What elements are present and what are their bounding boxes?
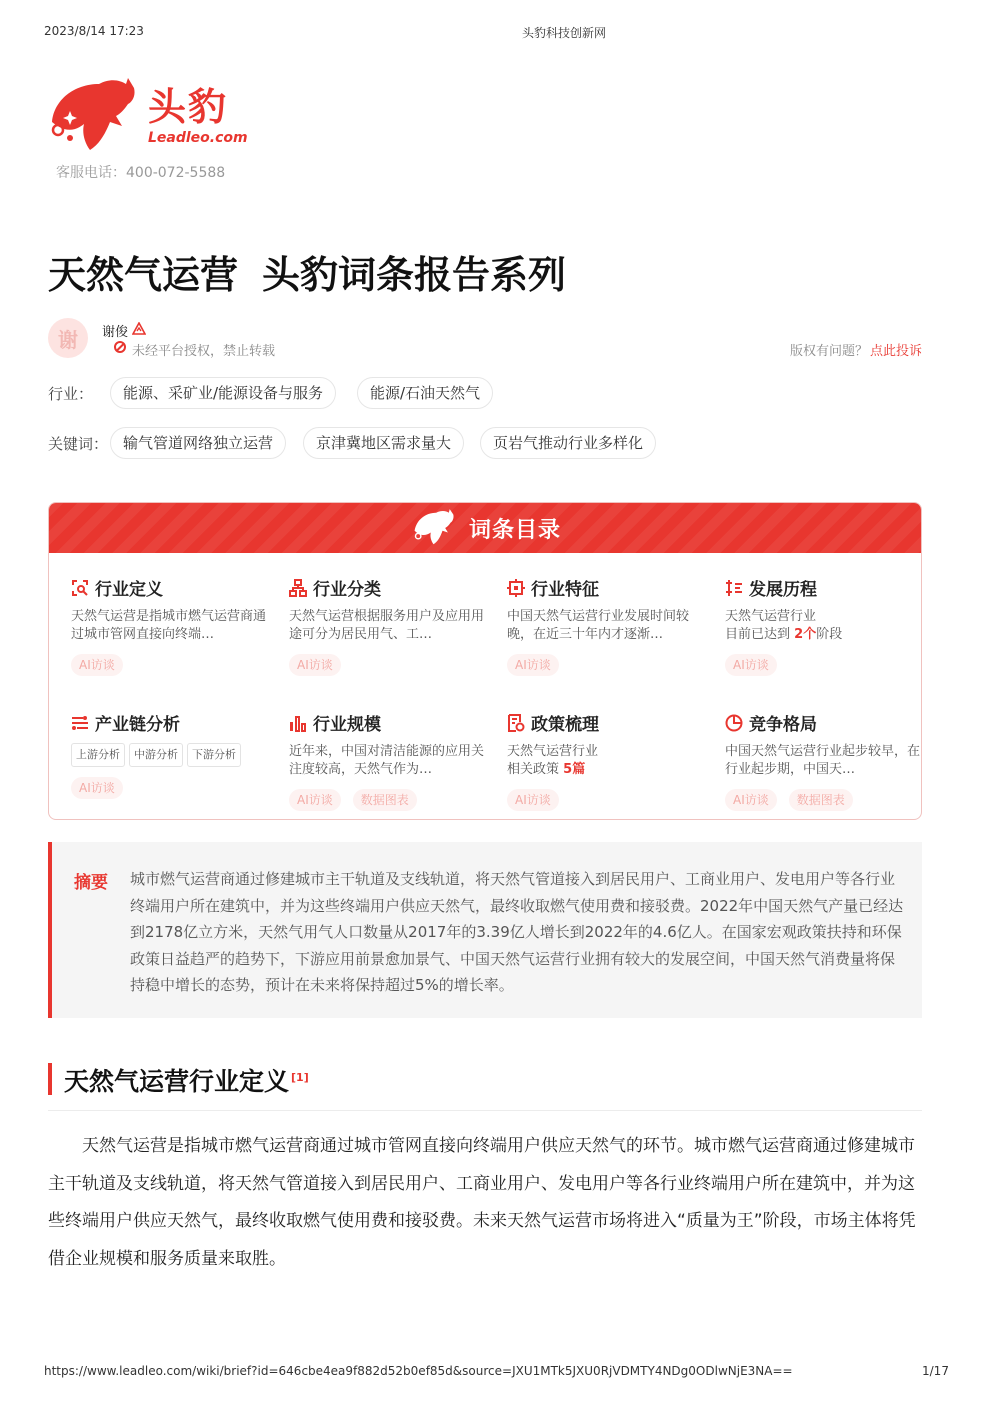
directory-item-desc: 天然气运营是指城市燃气运营商通过城市管网直接向终端…	[71, 609, 267, 642]
ai-interview-button[interactable]: AI访谈	[71, 777, 123, 799]
industry-label: 行业：	[48, 385, 94, 403]
downstream-analysis-tag[interactable]: 下游分析	[187, 743, 241, 767]
abstract-text: 城市燃气运营商通过修建城市主干轨道及支线轨道，将天然气管道接入到居民用户、工商业用户、发电用户等各行业终端用户所在建筑中，并为这些终端用户供应天然气，最终收取燃气使用费和接驳费。2022年中国天然气产量已经达到2178亿立方米，天然气用气人口数量从2017年的3.39亿人增长到2022年的4.6亿人。在国家宏观政策扶持和环保政策日益趋严的趋势下，下游应用前景愈加景气、中国天然气运营行业拥有较大的发展空间，中国天然气消费量将保持稳中增长的态势，预计在未来将保持超过5%的增长率。	[130, 870, 904, 994]
industry-tag[interactable]: 能源、采矿业/能源设备与服务	[110, 377, 336, 409]
section-title: 天然气运营行业定义 [1]	[64, 1067, 309, 1096]
print-datetime: 2023/8/14 17:23	[44, 24, 144, 38]
no-entry-icon	[114, 341, 126, 353]
leopard-icon	[411, 507, 465, 549]
policy-icon	[507, 714, 525, 732]
ai-interview-button[interactable]: AI访谈	[725, 789, 777, 811]
directory-item-title: 行业分类	[313, 580, 381, 600]
copyright-question: 版权有问题？	[790, 344, 869, 359]
upstream-analysis-tag[interactable]: 上游分析	[71, 743, 125, 767]
directory-item-feature[interactable]	[507, 575, 707, 676]
classification-icon	[289, 579, 307, 597]
directory-item-desc: 中国天然气运营行业起步较早，在行业起步期，中国天…	[725, 744, 921, 777]
ai-interview-button[interactable]: AI访谈	[289, 654, 341, 676]
keyword-tag[interactable]: 京津冀地区需求量大	[303, 427, 464, 459]
data-chart-button[interactable]: 数据图表	[789, 789, 853, 811]
directory-card	[48, 502, 922, 820]
abstract-box	[48, 842, 922, 1018]
directory-item-history[interactable]	[725, 575, 922, 676]
ai-interview-button[interactable]: AI访谈	[71, 654, 123, 676]
author-name[interactable]: 谢俊	[102, 325, 129, 340]
section-accent-bar	[48, 1063, 52, 1095]
section-body: 天然气运营是指城市燃气运营商通过城市管网直接向终端用户供应天然气的环节。城市燃气运营商通过修建城市主干轨道及支线轨道，将天然气管道接入到居民用户、工商业用户、发电用户等各行业终端用户所在建筑中，并为这些终端用户供应天然气，最终收取燃气使用费和接驳费。未来天然气运营市场将进入“质量为王”阶段，市场主体将凭借企业规模和服务质量来取胜。	[48, 1136, 916, 1269]
keyword-tag[interactable]: 输气管道网络独立运营	[110, 427, 286, 459]
directory-item-title: 产业链分析	[95, 715, 180, 735]
directory-item-desc: 近年来，中国对清洁能源的应用关注度较高，天然气作为…	[289, 744, 485, 777]
directory-item-classification[interactable]	[289, 575, 489, 676]
ai-interview-button[interactable]: AI访谈	[725, 654, 777, 676]
ai-interview-button[interactable]: AI访谈	[507, 789, 559, 811]
brand-domain[interactable]: Leadleo.com	[148, 130, 248, 146]
keywords-label: 关键词：	[48, 435, 109, 453]
directory-item-chain[interactable]	[71, 710, 271, 799]
keyword-tag[interactable]: 页岩气推动行业多样化	[480, 427, 656, 459]
verified-author-icon	[132, 322, 146, 336]
section-divider	[48, 1110, 922, 1111]
definition-icon	[71, 579, 89, 597]
scale-icon	[289, 714, 307, 732]
directory-item-title: 行业特征	[531, 580, 599, 600]
directory-item-title: 行业规模	[313, 715, 381, 735]
page-number: 1/17	[922, 1364, 949, 1378]
report-title: 天然气运营	[48, 253, 239, 297]
brand-name[interactable]: 头豹	[148, 85, 229, 129]
directory-item-title: 政策梳理	[531, 715, 599, 735]
directory-item-desc: 天然气运营根据服务用户及应用用途可分为居民用气、工…	[289, 609, 485, 642]
midstream-analysis-tag[interactable]: 中游分析	[129, 743, 183, 767]
industry-tag[interactable]: 能源/石油天然气	[357, 377, 493, 409]
ai-interview-button[interactable]: AI访谈	[289, 789, 341, 811]
directory-item-competition[interactable]	[725, 710, 922, 811]
directory-item-title: 发展历程	[749, 580, 817, 600]
data-chart-button[interactable]: 数据图表	[353, 789, 417, 811]
feature-icon	[507, 579, 525, 597]
directory-item-title: 行业定义	[95, 580, 163, 600]
abstract-label: 摘要	[74, 873, 108, 893]
directory-item-desc: 中国天然气运营行业发展时间较晚，在近三十年内才逐渐…	[507, 609, 690, 642]
reference-link[interactable]: [1]	[291, 1070, 309, 1084]
chain-icon	[71, 714, 89, 732]
copyright-complaint-link[interactable]: 点此投诉	[870, 344, 923, 359]
ai-interview-button[interactable]: AI访谈	[507, 654, 559, 676]
directory-item-title: 竞争格局	[749, 715, 817, 735]
page-title	[48, 244, 566, 299]
avatar[interactable]: 谢	[48, 318, 88, 358]
directory-title: 词条目录	[469, 518, 562, 543]
directory-item-scale[interactable]	[289, 710, 489, 811]
directory-item-desc: 天然气运营行业 相关政策 5篇	[507, 744, 599, 777]
directory-item-policy[interactable]	[507, 710, 707, 811]
history-icon	[725, 579, 743, 597]
service-hotline: 客服电话：400-072-5588	[56, 165, 226, 181]
restriction-notice: 未经平台授权，禁止转载	[132, 344, 276, 359]
competition-icon	[725, 714, 743, 732]
print-site-title: 头豹科技创新网	[522, 26, 607, 40]
report-series: 头豹词条报告系列	[262, 253, 567, 297]
print-url: https://www.leadleo.com/wiki/brief?id=646cbe4ea9f882d52b0ef85d&source=JXU1MTk5JXU0RjVDMTY4NDg0ODlwNjE3NA==	[44, 1364, 793, 1378]
directory-item-definition[interactable]	[71, 575, 271, 676]
directory-item-desc: 天然气运营行业 目前已达到 2个阶段	[725, 609, 843, 642]
